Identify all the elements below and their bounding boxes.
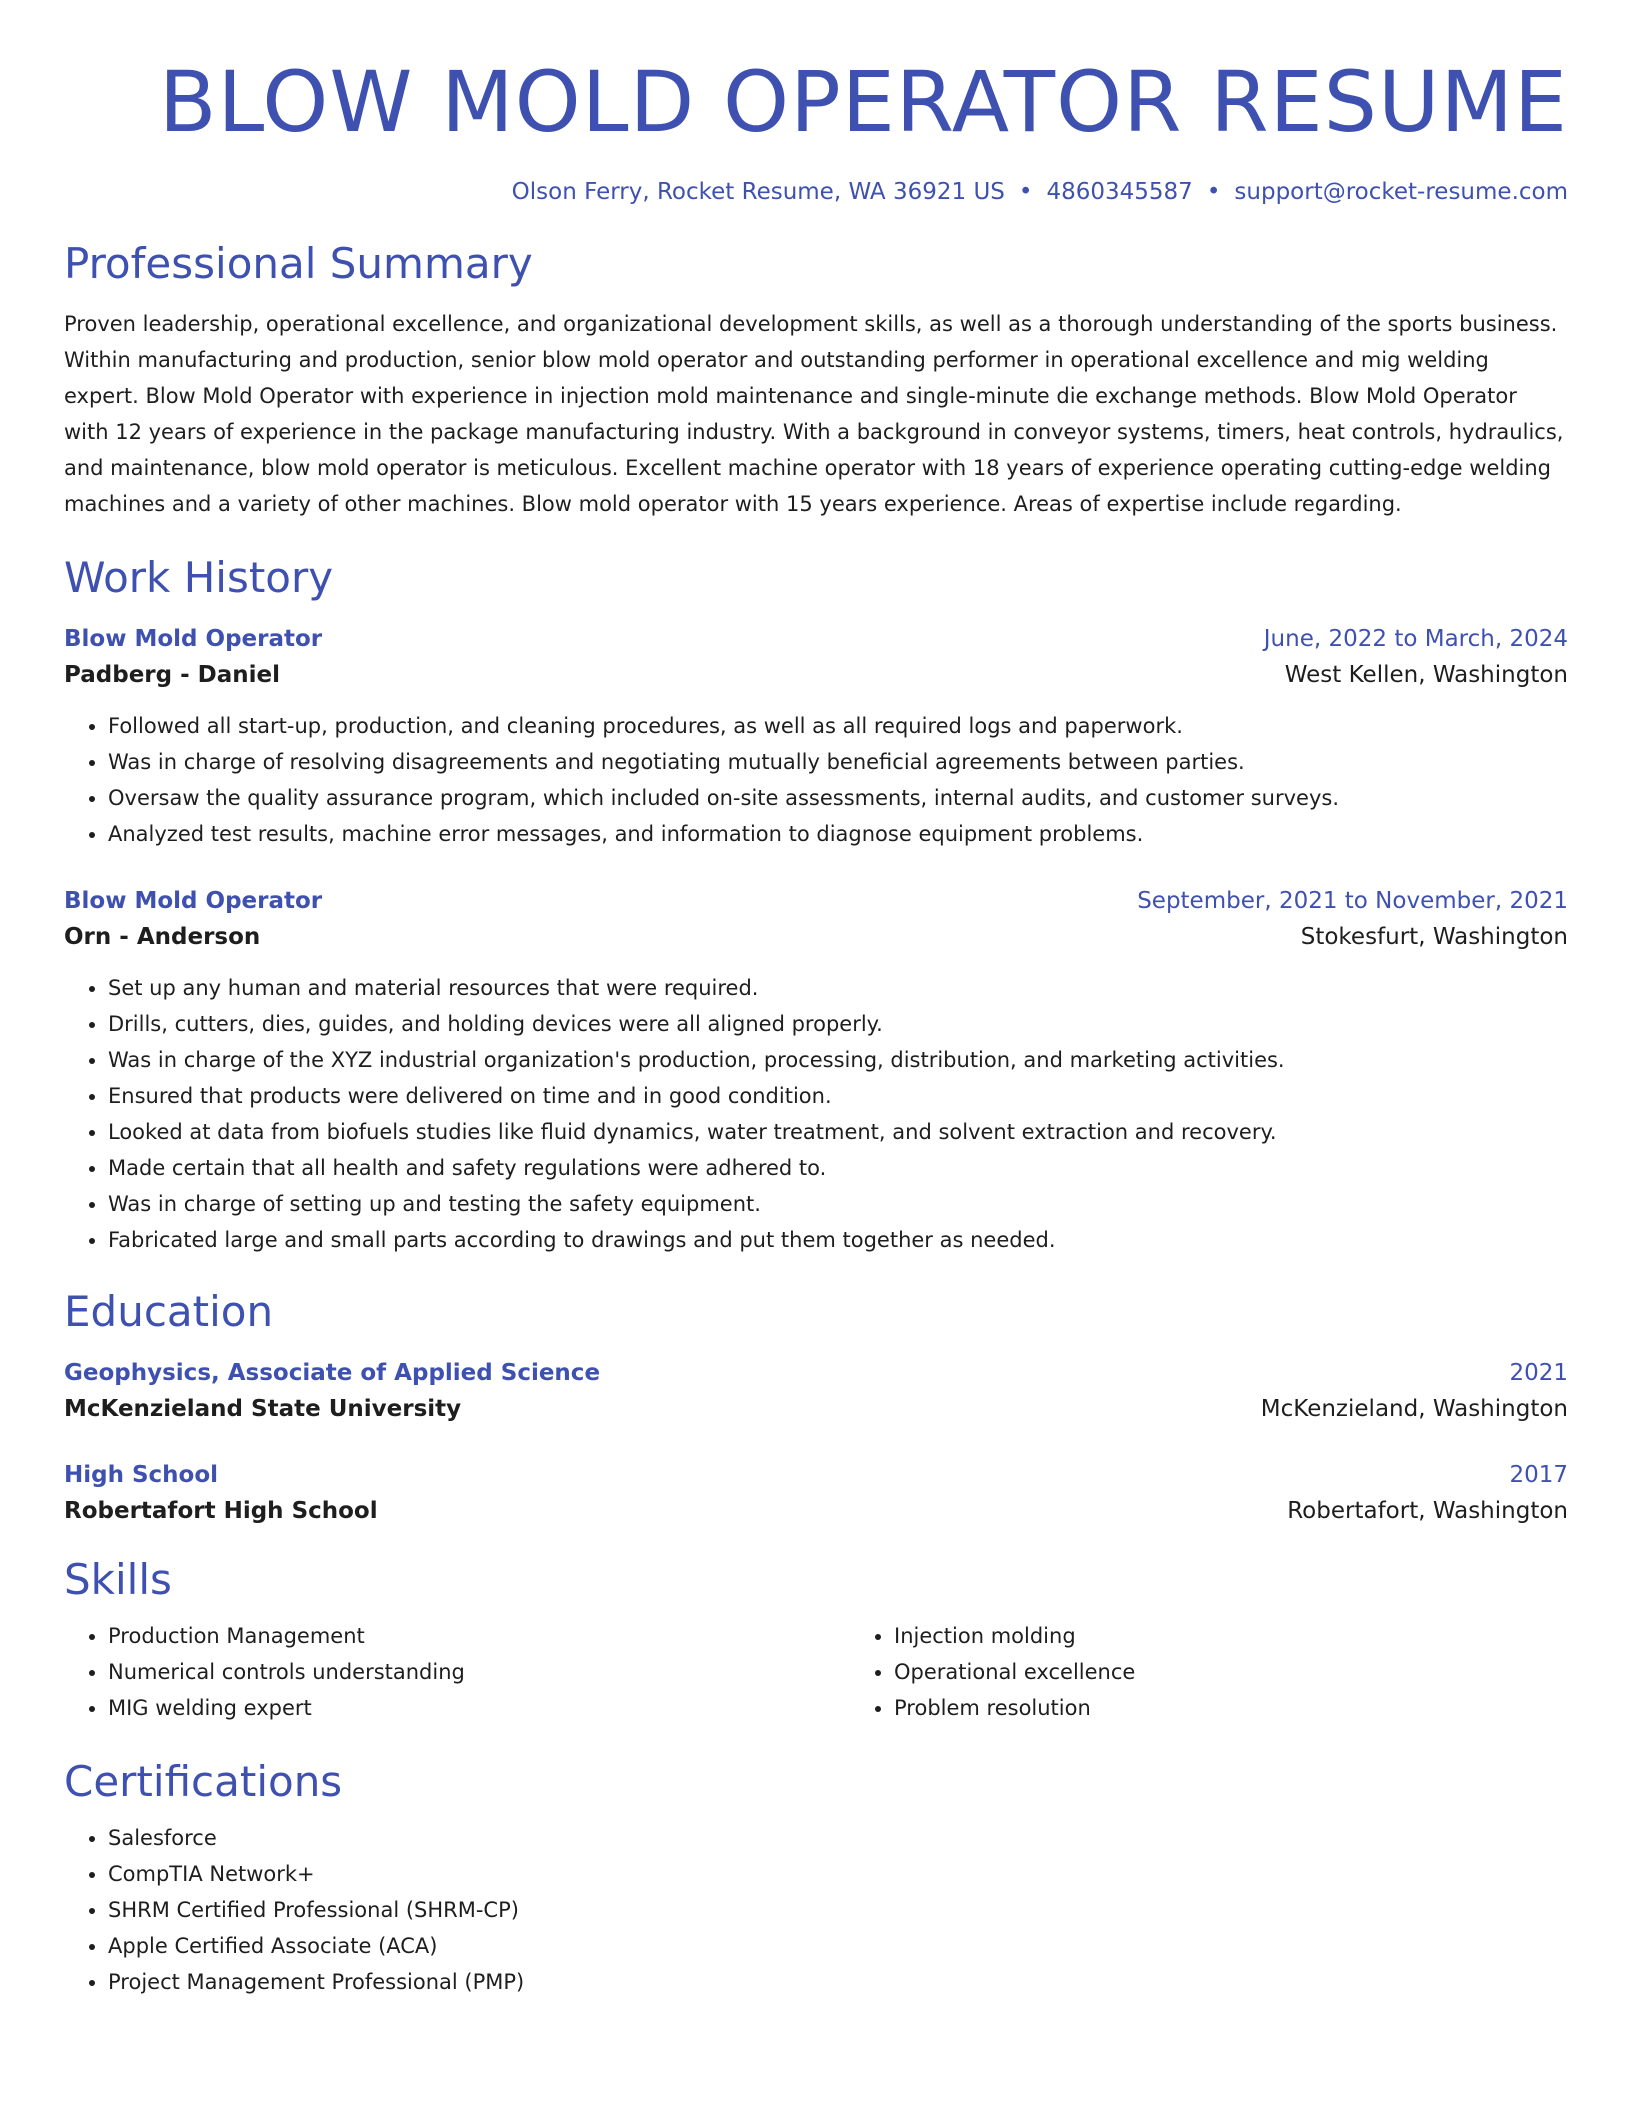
summary-heading: Professional Summary xyxy=(64,239,533,288)
work-history-heading: Work History xyxy=(64,553,334,602)
contact-line xyxy=(64,176,1568,208)
list-item: • Was in charge of resolving disagreements and negotiating mutually beneficial agreements between parties. xyxy=(108,744,1568,780)
list-item: • Was in charge of setting up and testing the safety equipment. xyxy=(108,1186,1568,1222)
skills-list-left xyxy=(64,1618,850,1726)
job-entry xyxy=(64,622,1568,852)
job-location: West Kellen, Washington xyxy=(1284,662,1568,688)
certifications-heading: Certifications xyxy=(64,1757,343,1806)
list-item: • Injection molding xyxy=(894,1618,1135,1654)
list-item: • Analyzed test results, machine error messages, and information to diagnose equipment problems. xyxy=(108,816,1568,852)
list-item: • CompTIA Network+ xyxy=(108,1856,1568,1892)
education-location: McKenzieland, Washington xyxy=(1260,1396,1568,1422)
education-entry xyxy=(64,1458,1568,1530)
skills-section xyxy=(64,1554,1568,1726)
list-item: • Salesforce xyxy=(108,1820,1568,1856)
summary-text: Proven leadership, operational excellence, and organizational development skills, as well as a thorough understanding of the sports business. Within manufacturing and production, senior blow mold operator and outstanding performer in operational excellence and mig welding expert. Blow Mold Operator with experience in injection mold maintenance and single-minute die exchange methods. Blow Mold Operator with 12 years of experience in the package manufacturing industry. With a background in conveyor systems, timers, heat controls, hydraulics, and maintenance, blow mold operator is meticulous. Excellent machine operator with 18 years of experience operating cutting-edge welding machines and a variety of other machines. Blow mold operator with 15 years experience. Areas of expertise include regarding. xyxy=(64,312,1564,516)
contact-phone[interactable]: 4860345587 xyxy=(1046,179,1193,205)
contact-separator: • xyxy=(1018,179,1033,205)
list-item: • Production Management xyxy=(108,1618,850,1654)
education-year: 2021 xyxy=(1509,1360,1568,1386)
list-item: • Fabricated large and small parts according to drawings and put them together as needed. xyxy=(108,1222,1568,1258)
job-location: Stokesfurt, Washington xyxy=(1300,924,1568,950)
job-title: Blow Mold Operator xyxy=(64,888,323,914)
skills-heading: Skills xyxy=(64,1555,172,1604)
contact-separator: • xyxy=(1206,179,1221,205)
list-item: • Operational excellence xyxy=(894,1654,1135,1690)
education-degree: High School xyxy=(64,1462,219,1488)
list-item: • Made certain that all health and safety regulations were adhered to. xyxy=(108,1150,1568,1186)
list-item: • Apple Certified Associate (ACA) xyxy=(108,1928,1568,1964)
contact-address: Olson Ferry, Rocket Resume, WA 36921 US xyxy=(511,179,1005,205)
list-item: • Drills, cutters, dies, guides, and holding devices were all aligned properly. xyxy=(108,1006,1568,1042)
resume-header xyxy=(64,50,1568,208)
certifications-list xyxy=(64,1820,1568,2000)
list-item: • Looked at data from biofuels studies like fluid dynamics, water treatment, and solvent extraction and recovery. xyxy=(108,1114,1568,1150)
list-item: • Problem resolution xyxy=(894,1690,1135,1726)
job-company: Orn - Anderson xyxy=(64,924,261,950)
list-item: • Ensured that products were delivered on time and in good condition. xyxy=(108,1078,1568,1114)
list-item: • Oversaw the quality assurance program, which included on-site assessments, internal audits, and customer surveys. xyxy=(108,780,1568,816)
certifications-section xyxy=(64,1756,1568,2000)
job-entry xyxy=(64,884,1568,1258)
job-bullets xyxy=(64,970,1568,1258)
list-item: • MIG welding expert xyxy=(108,1690,850,1726)
education-year: 2017 xyxy=(1509,1462,1568,1488)
list-item: • Was in charge of the XYZ industrial organization's production, processing, distribution, and marketing activities. xyxy=(108,1042,1568,1078)
education-entry xyxy=(64,1356,1568,1428)
education-school: McKenzieland State University xyxy=(64,1396,462,1422)
education-location: Robertafort, Washington xyxy=(1287,1498,1568,1524)
work-history-section xyxy=(64,552,1568,1258)
summary-section xyxy=(64,238,1568,522)
job-dates: June, 2022 to March, 2024 xyxy=(1263,626,1568,652)
job-company: Padberg - Daniel xyxy=(64,662,281,688)
education-heading: Education xyxy=(64,1287,274,1336)
resume-title: BLOW MOLD OPERATOR RESUME xyxy=(158,53,1568,151)
list-item: • Numerical controls understanding xyxy=(108,1654,850,1690)
contact-email[interactable]: support@rocket-resume.com xyxy=(1234,179,1568,205)
list-item: • Followed all start-up, production, and cleaning procedures, as well as all required logs and paperwork. xyxy=(108,708,1568,744)
education-section xyxy=(64,1286,1568,1530)
list-item: • Project Management Professional (PMP) xyxy=(108,1964,1568,2000)
skills-grid xyxy=(64,1618,1568,1726)
job-title: Blow Mold Operator xyxy=(64,626,323,652)
list-item: • Set up any human and material resources that were required. xyxy=(108,970,1568,1006)
job-bullets xyxy=(64,708,1568,852)
job-dates: September, 2021 to November, 2021 xyxy=(1137,888,1568,914)
education-degree: Geophysics, Associate of Applied Science xyxy=(64,1360,601,1386)
skills-list-right xyxy=(850,1618,1135,1726)
list-item: • SHRM Certified Professional (SHRM-CP) xyxy=(108,1892,1568,1928)
education-school: Robertafort High School xyxy=(64,1498,378,1524)
